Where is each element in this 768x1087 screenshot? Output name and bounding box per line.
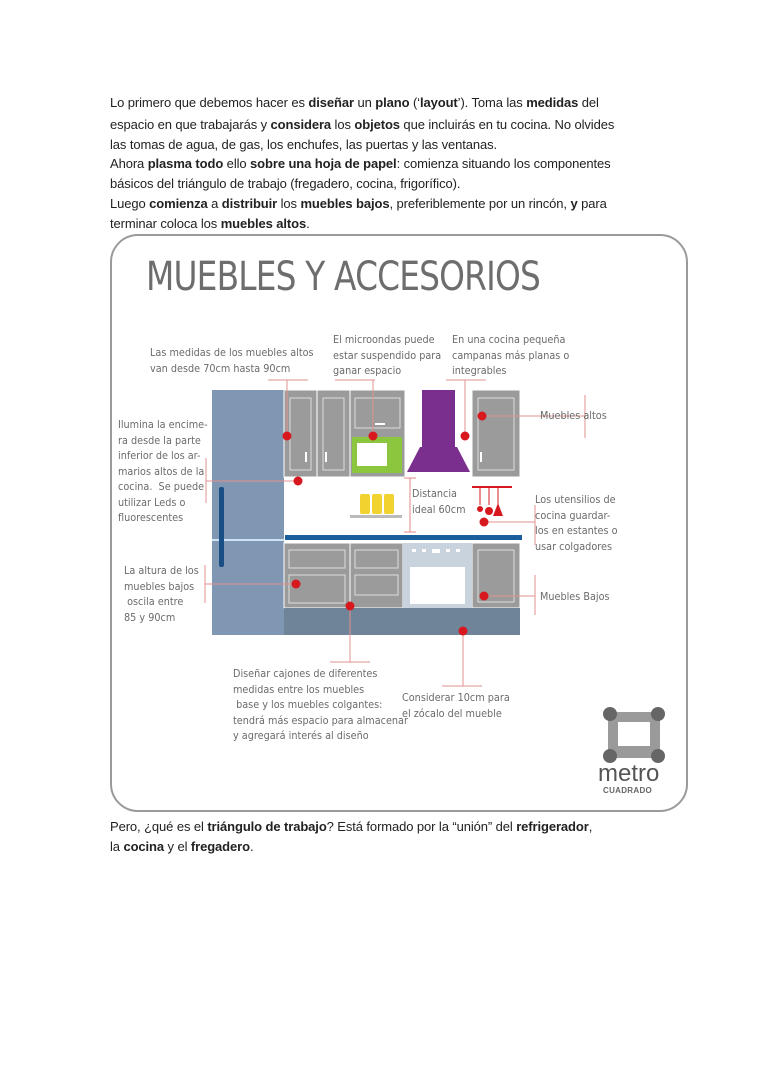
bold-text: layout [419, 95, 458, 110]
text: y el [164, 839, 191, 854]
text: . [249, 839, 254, 854]
bold-text: comienza [149, 196, 208, 211]
text: (‘ [409, 95, 420, 110]
label-lower-cabinets: Muebles Bajos [540, 590, 610, 603]
plinth [284, 608, 520, 635]
bold-text: muebles altos [220, 216, 307, 231]
text: la [110, 839, 124, 854]
bold-text: plano [375, 95, 410, 110]
bold-text: y [570, 196, 578, 211]
bold-text: triángulo de trabajo [207, 819, 327, 834]
bold-text: fregadero [190, 839, 250, 854]
label-utensils: Los utensilios de cocina guardar- los en estantes o usar colgadores [535, 493, 618, 553]
text: . [306, 216, 310, 231]
label-hood: En una cocina pequeña campanas más planas o integrables [452, 333, 570, 377]
bold-text: cocina [123, 839, 165, 854]
bold-text: diseñar [308, 95, 354, 110]
text: Lo primero que debemos hacer es [110, 95, 309, 110]
infographic-title: MUEBLES Y ACCESORIOS [146, 254, 540, 300]
text: , [588, 819, 593, 834]
text: : comienza situando los componentes [396, 156, 611, 171]
label-distance: Distancia ideal 60cm [412, 487, 466, 516]
bold-text: considera [270, 117, 332, 132]
text: Pero, ¿qué es el [110, 819, 208, 834]
text: un [353, 95, 376, 110]
text: Luego [110, 196, 150, 211]
label-plinth: Considerar 10cm para el zócalo del mueble [402, 691, 510, 720]
text: Ahora [110, 156, 148, 171]
logo-subtitle: CUADRADO [603, 786, 653, 795]
logo-name: metro [598, 760, 660, 787]
text: , preferiblemente por un rincón, [389, 196, 571, 211]
bold-text: sobre una hoja de papel [250, 156, 397, 171]
text: básicos del triángulo de trabajo (fregadero, cocina, frigorífico). [110, 176, 461, 191]
label-lighting: Ilumina la encime- ra desde la parte inferior de los ar- marios altos de la cocina. Se puede utilizar Leds o fluorescentes [118, 418, 208, 524]
bold-text: plasma todo [147, 156, 224, 171]
bold-text: medidas [526, 95, 579, 110]
text: ’). Toma las [457, 95, 527, 110]
label-drawers: Diseñar cajones de diferentes medidas entre los muebles base y los muebles colgantes: tendrá más espacio para almacenar y agregará interés al diseño [233, 667, 408, 742]
text: a [207, 196, 222, 211]
bold-text: distribuir [221, 196, 278, 211]
fridge-handle [219, 487, 224, 567]
jars [360, 494, 394, 514]
label-microwave: El microondas puede estar suspendido para ganar espacio [333, 333, 442, 377]
label-lower-height: La altura de los muebles bajos oscila entre 85 y 90cm [124, 564, 199, 624]
label-upper-height: Las medidas de los muebles altos van desde 70cm hasta 90cm [150, 346, 314, 375]
text-line [110, 839, 253, 854]
text-line [110, 819, 592, 834]
text: para [577, 196, 607, 211]
bold-text: objetos [354, 117, 400, 132]
text: ello [223, 156, 251, 171]
text: los [331, 117, 355, 132]
text: las tomas de agua, de gas, los enchufes, las puertas y las ventanas. [110, 137, 498, 152]
text: del [578, 95, 599, 110]
text: espacio en que trabajarás y [110, 117, 271, 132]
text: los [277, 196, 301, 211]
bold-text: refrigerador [516, 819, 589, 834]
countertop [285, 535, 522, 540]
label-upper-cabinets: Muebles altos [540, 409, 607, 422]
bold-text: muebles bajos [300, 196, 390, 211]
text: ? Está formado por la “unión” del [326, 819, 517, 834]
text: que incluirás en tu cocina. No olvides [399, 117, 615, 132]
text: terminar coloca los [110, 216, 221, 231]
metro-cuadrado-logo [603, 707, 665, 763]
range-hood [422, 390, 455, 447]
